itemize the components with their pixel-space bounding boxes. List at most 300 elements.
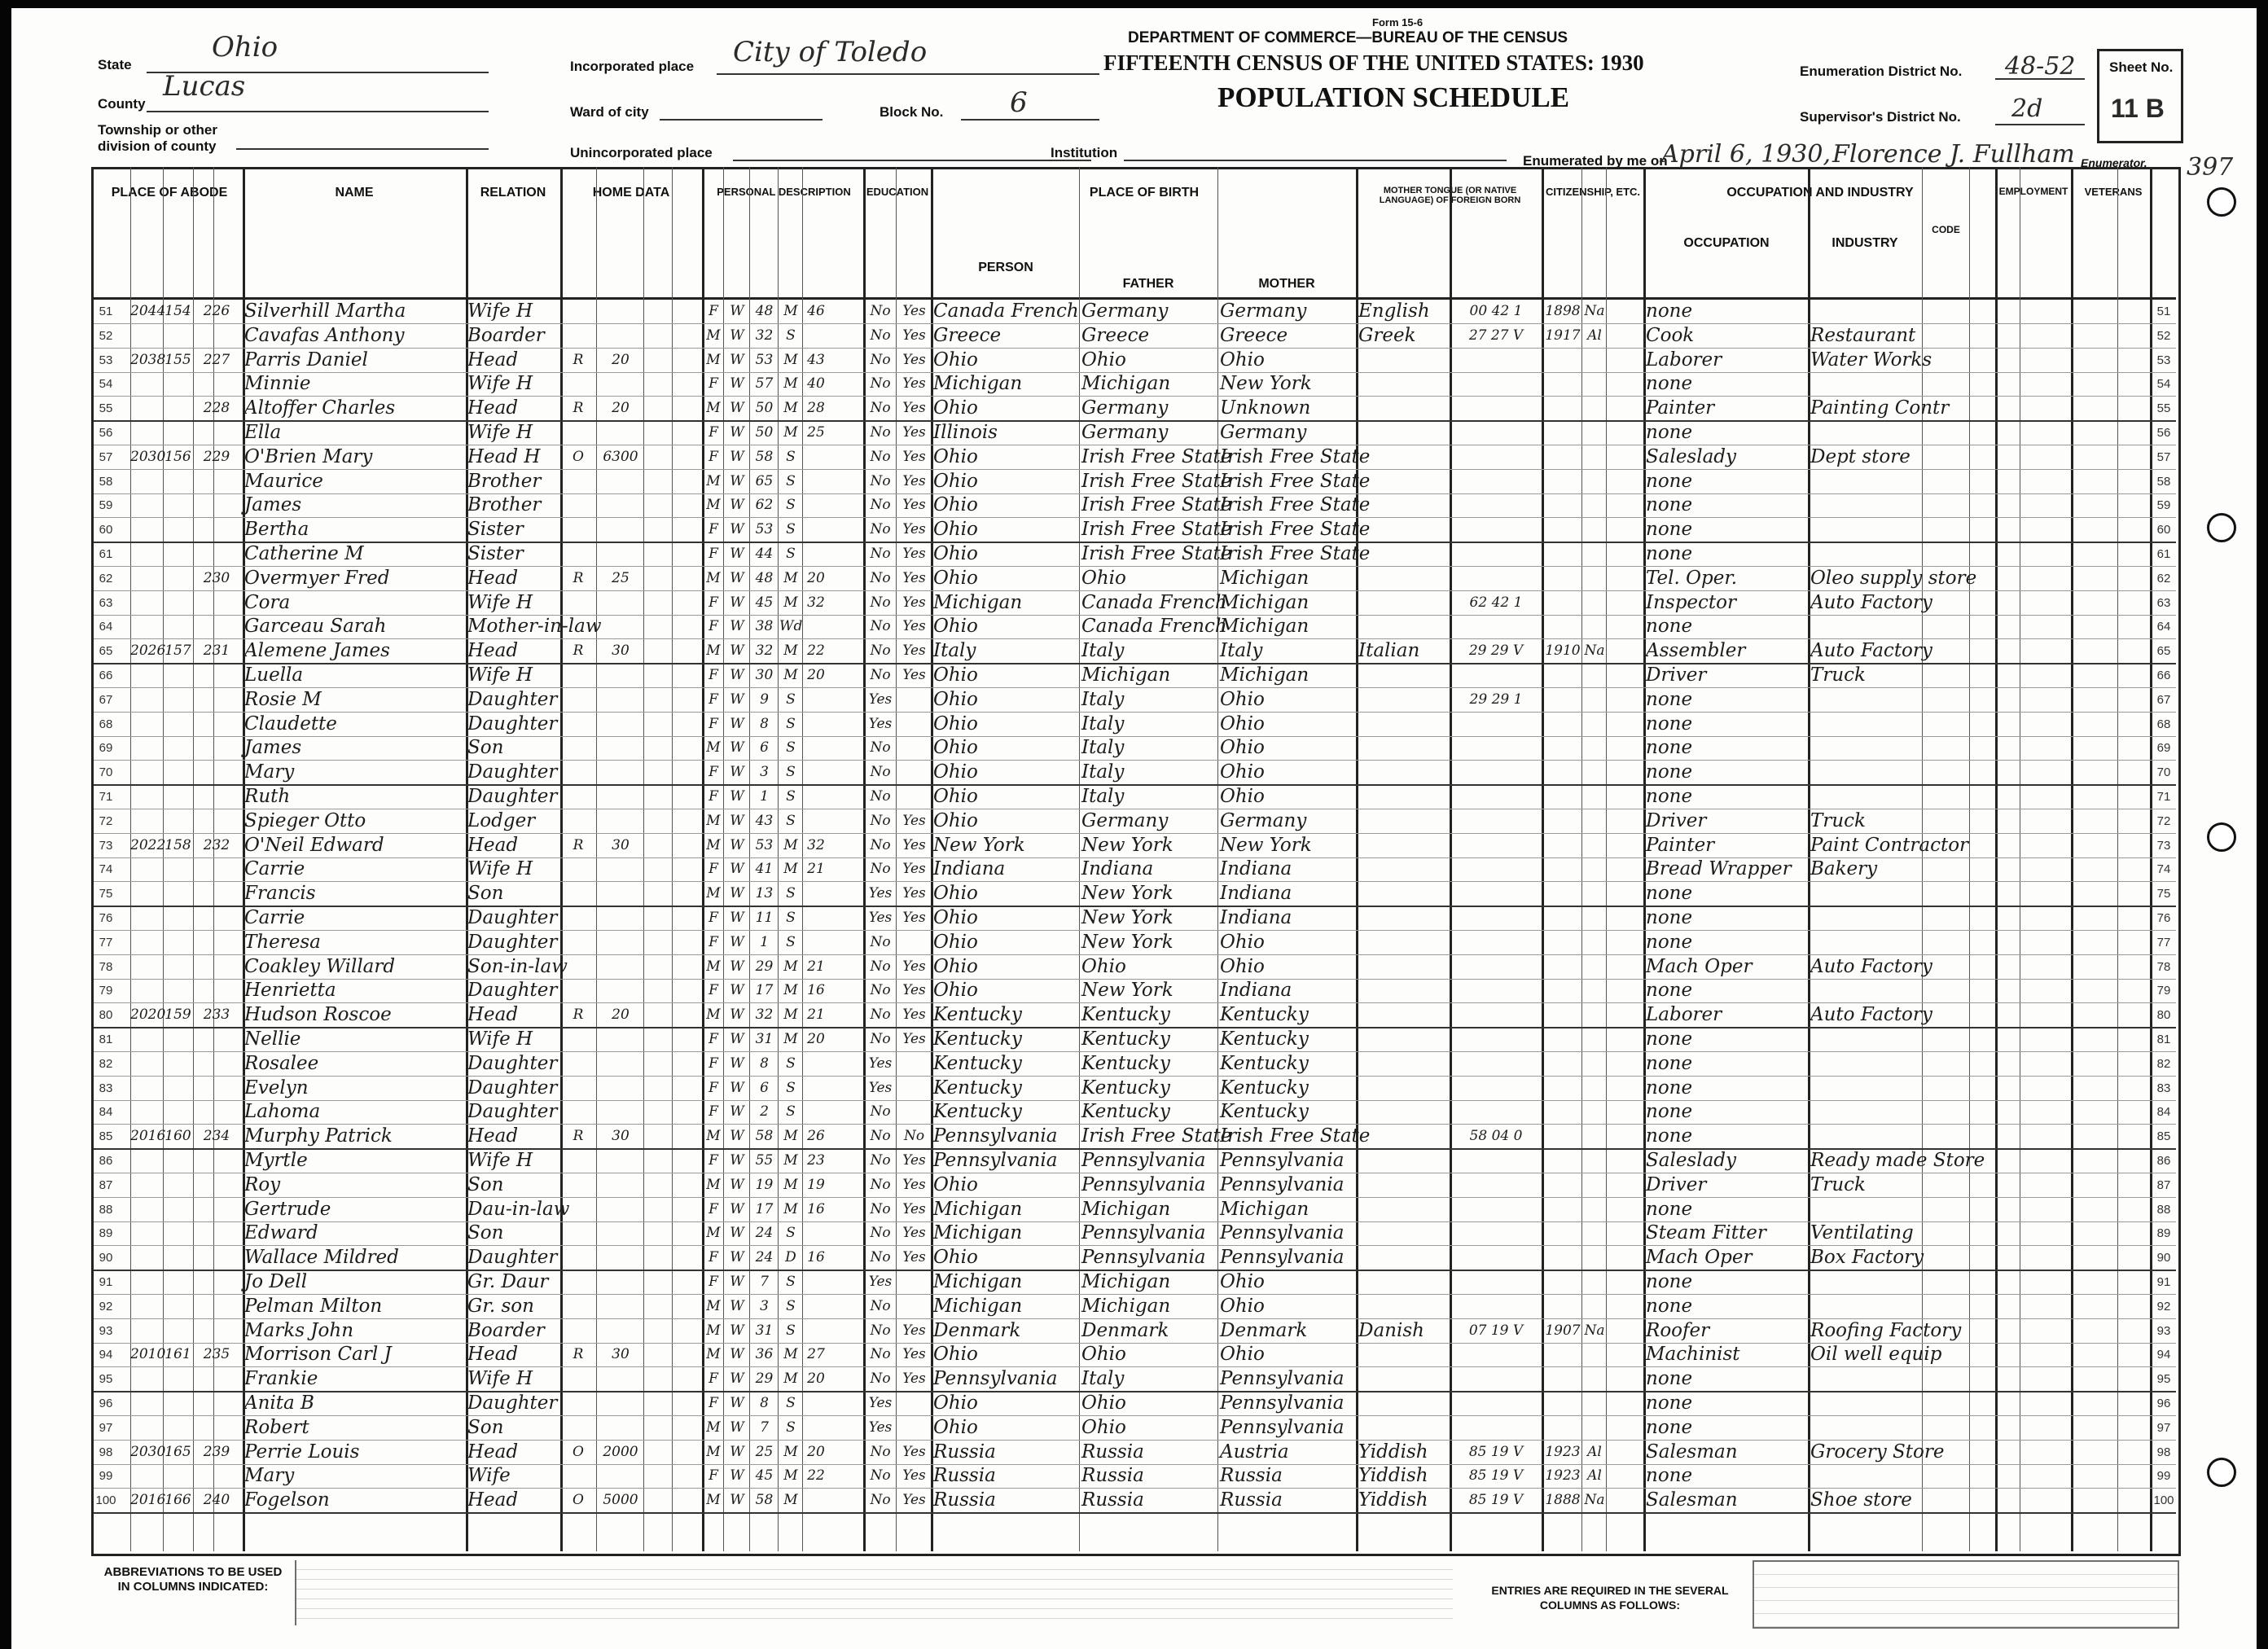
cell-own (562, 1270, 594, 1294)
cell-sch: No (870, 861, 891, 878)
cell-house: 2010 (130, 1346, 166, 1363)
cell-fb: Greece (1081, 324, 1150, 346)
table-row (94, 809, 2176, 834)
cell-nat (1583, 736, 1606, 760)
cell-race: W (730, 861, 744, 878)
cell-sex: M (706, 739, 721, 757)
cell-code (1452, 882, 1540, 906)
sheet-value: 11 B (2111, 94, 2165, 123)
cell-mb: Indiana (1220, 907, 1292, 928)
cell-rd: Yes (902, 1467, 926, 1485)
line-number-right: 60 (2156, 523, 2171, 537)
cell-bp: Ohio (933, 494, 978, 516)
cell-am (804, 1392, 828, 1415)
line-number-right: 77 (2156, 935, 2171, 949)
cell-house (130, 1392, 163, 1415)
cell-bp: Russia (933, 1465, 996, 1487)
cell-imm (1544, 1052, 1581, 1076)
table-row (94, 1052, 2176, 1077)
cell-mb: Pennsylvania (1220, 1416, 1345, 1438)
line-number-right: 56 (2156, 426, 2171, 440)
cell-ind (1810, 1392, 1921, 1415)
line-number: 54 (99, 377, 113, 392)
cell-race: W (730, 1346, 744, 1363)
cell-race: W (730, 375, 744, 393)
cell-sch: Yes (868, 1055, 893, 1072)
cell-own (562, 882, 594, 906)
cell-nat (1583, 1003, 1606, 1027)
cell-age: 17 (755, 982, 774, 999)
cell-house (130, 567, 163, 590)
cell-am: 21 (807, 1007, 825, 1024)
cell-imm (1544, 931, 1581, 954)
footer-instructions (91, 1554, 2176, 1635)
cell-bp: Denmark (933, 1319, 1021, 1341)
cell-bp: Ohio (933, 761, 978, 783)
cell-sex: F (708, 424, 718, 441)
cell-rd (897, 688, 931, 712)
cell-sch: No (870, 1152, 891, 1169)
cell-rel: Brother (467, 494, 542, 516)
cell-age: 58 (755, 1492, 774, 1509)
cell-mb: Pennsylvania (1220, 1368, 1345, 1390)
cell-val (598, 1270, 643, 1294)
cell-rel: Wife H (467, 664, 533, 686)
cell-dw (163, 1028, 193, 1051)
cell-sex: F (708, 788, 718, 805)
cell-ind (1810, 493, 1921, 517)
line-number: 99 (99, 1469, 113, 1484)
line-number: 72 (99, 814, 113, 828)
table-row (94, 931, 2176, 955)
cell-rel: Sister (467, 519, 524, 541)
cell-tongue (1358, 1149, 1448, 1173)
abbreviations-title: ABBREVIATIONS TO BE USED IN COLUMNS INDICATED: (103, 1565, 283, 1594)
line-number-right: 54 (2156, 377, 2171, 392)
supervisor-label: Supervisor's District No. (1800, 109, 1961, 125)
cell-name: Jo Dell (244, 1271, 308, 1292)
cell-fam (193, 688, 240, 712)
cell-am: 32 (807, 836, 825, 853)
scan-edge-top (0, 0, 2268, 8)
line-number: 68 (99, 717, 113, 731)
cell-tongue (1358, 349, 1448, 372)
cell-race: W (730, 351, 744, 368)
cell-rd (897, 1416, 931, 1440)
cell-code: 58 04 0 (1469, 1128, 1523, 1145)
cell-imm (1544, 882, 1581, 906)
cell-nat (1583, 1052, 1606, 1076)
cell-rd (897, 1270, 931, 1294)
cell-sch: No (870, 1176, 891, 1193)
cell-rel: Wife H (467, 858, 533, 880)
cell-bp: Michigan (933, 1271, 1023, 1292)
cell-mb: New York (1220, 373, 1312, 395)
line-number: 82 (99, 1056, 113, 1071)
cell-mb: Pennsylvania (1220, 1247, 1345, 1269)
cell-code (1452, 518, 1540, 542)
cell-own (562, 372, 594, 396)
line-number-right: 55 (2156, 401, 2171, 416)
cell-imm (1544, 1198, 1581, 1221)
line-number-right: 75 (2156, 887, 2171, 901)
group-occupation: OCCUPATION AND INDUSTRY (1726, 186, 1914, 200)
cell-house (130, 591, 163, 615)
cell-imm (1544, 979, 1581, 1002)
cell-rd: Yes (902, 569, 926, 586)
cell-code (1452, 1149, 1540, 1173)
cell-rel: Boarder (467, 324, 545, 346)
cell-code (1452, 1173, 1540, 1197)
cell-race: W (730, 812, 744, 829)
cell-bp: Ohio (933, 445, 978, 467)
cell-tongue (1358, 688, 1448, 712)
cell-bp: Ohio (933, 907, 978, 928)
cell-mb: Kentucky (1220, 1052, 1309, 1074)
county-value: Lucas (163, 70, 246, 103)
cell-dw (163, 1270, 193, 1294)
cell-code: 29 29 V (1468, 642, 1524, 660)
cell-val (598, 518, 643, 542)
cell-am (804, 688, 828, 712)
cell-rd: Yes (902, 958, 926, 975)
cell-code (1452, 1221, 1540, 1245)
cell-am: 20 (807, 1371, 825, 1388)
cell-bp: Ohio (933, 543, 978, 564)
cell-imm (1544, 615, 1581, 638)
cell-rd: Yes (902, 1322, 926, 1339)
cell-val (598, 591, 643, 615)
cell-age: 50 (755, 400, 774, 417)
entries-title: ENTRIES ARE REQUIRED IN THE SEVERAL COLUMNS AS FOLLOWS: (1491, 1584, 1729, 1612)
cell-race: W (730, 569, 744, 586)
cell-nat: Na (1584, 1492, 1605, 1509)
cell-tongue (1358, 542, 1448, 566)
cell-fb: Russia (1081, 1441, 1144, 1463)
cell-race: W (730, 1079, 744, 1096)
cell-rd (897, 1295, 931, 1318)
cell-code: 85 19 V (1468, 1443, 1524, 1460)
cell-mar: S (786, 546, 796, 562)
cell-name: Rosalee (244, 1052, 319, 1074)
line-number: 89 (99, 1226, 113, 1241)
cell-nat (1583, 1125, 1606, 1148)
cell-rel: Head (467, 1344, 519, 1366)
cell-name: O'Neil Edward (244, 834, 384, 856)
cell-age: 13 (755, 885, 774, 902)
cell-imm (1544, 857, 1581, 881)
cell-val (598, 931, 643, 954)
cell-ind: Dept store (1810, 445, 1910, 467)
cell-fb: Pennsylvania (1081, 1150, 1206, 1171)
cell-house (130, 761, 163, 784)
cell-am (804, 518, 828, 542)
cell-rel: Wife H (467, 300, 533, 322)
table-row (94, 1416, 2176, 1441)
cell-age: 38 (755, 618, 774, 635)
cell-race: W (730, 424, 744, 441)
table-row (94, 1100, 2176, 1125)
cell-mb: Ohio (1220, 1271, 1265, 1292)
cell-val (598, 615, 643, 638)
cell-imm (1544, 421, 1581, 445)
cell-nat (1583, 1343, 1606, 1366)
line-number-right: 58 (2156, 474, 2171, 489)
unincorporated-label: Unincorporated place (570, 145, 713, 160)
cell-rd: Yes (902, 1200, 926, 1217)
cell-name: Overmyer Fred (244, 567, 390, 589)
cell-nat: Na (1584, 303, 1605, 319)
cell-dw (163, 1077, 193, 1100)
cell-occ: Driver (1646, 1173, 1707, 1195)
cell-rel: Daughter (467, 931, 558, 953)
cell-ind: Truck (1810, 664, 1866, 686)
table-row (94, 1173, 2176, 1198)
table-row (94, 857, 2176, 882)
cell-mb: Kentucky (1220, 1101, 1309, 1123)
cell-name: James (244, 494, 302, 516)
cell-am (804, 1416, 828, 1440)
cell-own (562, 421, 594, 445)
cell-ind (1810, 1270, 1921, 1294)
cell-bp: Pennsylvania (933, 1368, 1058, 1390)
cell-name: Fogelson (244, 1489, 330, 1511)
cell-rd: Yes (902, 1346, 926, 1363)
line-number-right: 92 (2156, 1299, 2171, 1313)
cell-own (562, 857, 594, 881)
cell-mar: S (786, 327, 796, 344)
cell-own (562, 1464, 594, 1488)
cell-sex: M (706, 1346, 721, 1363)
cell-rel: Head (467, 1489, 519, 1511)
cell-name: Cavafas Anthony (244, 324, 405, 346)
cell-code (1452, 372, 1540, 396)
cell-mb: Denmark (1220, 1319, 1308, 1341)
cell-mb: Irish Free State (1220, 445, 1371, 467)
cell-house: 2030 (130, 1443, 166, 1460)
cell-bp: Ohio (933, 664, 978, 686)
cell-race: W (730, 497, 744, 514)
line-number-right: 100 (2153, 1493, 2174, 1508)
cell-name: Mary (244, 761, 295, 783)
cell-dw: 159 (165, 1007, 191, 1024)
cell-own: R (572, 400, 584, 417)
cell-mar: S (786, 788, 796, 805)
schedule-title: POPULATION SCHEDULE (1217, 81, 1570, 113)
cell-mb: Ohio (1220, 737, 1265, 759)
cell-occ: none (1646, 786, 1693, 807)
cell-race: W (730, 1467, 744, 1485)
cell-rel: Daughter (467, 1247, 558, 1269)
cell-nat (1583, 1367, 1606, 1391)
cell-own (562, 906, 594, 930)
cell-am: 40 (807, 375, 825, 393)
subhead-mother: MOTHER (1258, 277, 1315, 291)
line-number: 75 (99, 887, 113, 901)
cell-imm (1544, 688, 1581, 712)
line-number-right: 67 (2156, 692, 2171, 707)
cell-rd: Yes (902, 861, 926, 878)
cell-mar: M (783, 1007, 798, 1024)
cell-rel: Wife H (467, 373, 533, 395)
line-number: 60 (99, 523, 113, 537)
cell-dw (163, 397, 193, 420)
cell-age: 9 (760, 691, 769, 708)
cell-imm (1544, 1343, 1581, 1366)
cell-val (598, 688, 643, 712)
cell-mar: S (786, 1297, 796, 1314)
cell-age: 1 (760, 788, 769, 805)
cell-bp: Ohio (933, 809, 978, 831)
cell-fam (193, 785, 240, 809)
cell-race: W (730, 910, 744, 926)
line-number-right: 90 (2156, 1251, 2171, 1265)
cell-fb: New York (1081, 980, 1173, 1002)
cell-age: 65 (755, 472, 774, 489)
cell-sex: M (706, 836, 721, 853)
cell-am: 20 (807, 667, 825, 683)
line-number-right: 80 (2156, 1008, 2171, 1023)
cell-val (598, 1052, 643, 1076)
cell-am: 19 (807, 1176, 825, 1193)
cell-code (1452, 1367, 1540, 1391)
cell-race: W (730, 1103, 744, 1121)
cell-rd: Yes (902, 400, 926, 417)
cell-rel: Head (467, 834, 519, 856)
cell-mar: S (786, 448, 796, 465)
cell-val: 30 (612, 642, 630, 660)
table-row (94, 324, 2176, 349)
cell-fb: Germany (1081, 397, 1169, 419)
cell-dw (163, 470, 193, 493)
cell-fb: Irish Free State (1081, 494, 1232, 516)
table-row (94, 1125, 2176, 1150)
cell-ind (1810, 1028, 1921, 1051)
cell-imm (1544, 1367, 1581, 1391)
cell-fam (193, 1173, 240, 1197)
cell-val (598, 882, 643, 906)
cell-val: 5000 (603, 1492, 638, 1509)
cell-sch: No (870, 472, 891, 489)
cell-race: W (730, 1128, 744, 1145)
cell-mar: M (783, 861, 798, 878)
cell-house: 2038 (130, 351, 166, 368)
cell-sch: No (870, 546, 891, 562)
cell-ind: Auto Factory (1810, 955, 1932, 977)
table-row (94, 1392, 2176, 1416)
cell-occ: Cook (1646, 324, 1695, 346)
cell-val (598, 1198, 643, 1221)
cell-occ: none (1646, 1052, 1693, 1074)
enumerated-by-label: Enumerated by me on (1523, 153, 1668, 169)
cell-own (562, 1173, 594, 1197)
scan-edge-right (2257, 0, 2268, 1649)
cell-occ: Mach Oper (1646, 1247, 1753, 1269)
cell-bp: Russia (933, 1489, 996, 1511)
cell-age: 7 (760, 1419, 769, 1436)
line-number-right: 93 (2156, 1323, 2171, 1338)
cell-sex: F (708, 448, 718, 465)
cell-fam (193, 470, 240, 493)
cell-name: Bertha (244, 519, 309, 541)
cell-fb: Italy (1081, 761, 1125, 783)
subhead-code: CODE (1932, 224, 1960, 235)
line-number-right: 96 (2156, 1397, 2171, 1410)
cell-sex: M (706, 1297, 721, 1314)
cell-val: 2000 (603, 1443, 638, 1460)
cell-house (130, 1077, 163, 1100)
cell-dw (163, 518, 193, 542)
cell-house (130, 688, 163, 712)
cell-mar: S (786, 715, 796, 732)
cell-fam (193, 955, 240, 979)
cell-am: 25 (807, 424, 825, 441)
cell-occ: none (1646, 470, 1693, 492)
cell-val (598, 542, 643, 566)
cell-fb: Italy (1081, 713, 1125, 735)
cell-tongue (1358, 1125, 1448, 1148)
cell-fam: 239 (203, 1443, 230, 1460)
cell-ind (1810, 1367, 1921, 1391)
cell-ind (1810, 785, 1921, 809)
cell-am: 16 (807, 1249, 825, 1266)
cell-fb: Ohio (1081, 1416, 1126, 1438)
cell-race: W (730, 1152, 744, 1169)
cell-mb: Pennsylvania (1220, 1150, 1345, 1171)
cell-fam: 233 (203, 1007, 230, 1024)
cell-house (130, 1246, 163, 1270)
line-number: 79 (99, 984, 113, 998)
cell-rd: Yes (902, 1492, 926, 1509)
cell-sex: F (708, 1395, 718, 1411)
cell-ind: Paint Contractor (1810, 834, 1969, 856)
cell-fam (193, 1221, 240, 1245)
cell-sch: No (870, 1103, 891, 1121)
cell-occ: none (1646, 1271, 1693, 1292)
cell-mb: Irish Free State (1220, 543, 1371, 564)
cell-sch: No (870, 1443, 891, 1460)
cell-fb: New York (1081, 907, 1173, 928)
cell-code (1452, 736, 1540, 760)
cell-dw: 157 (165, 642, 191, 660)
cell-house: 2044 (130, 303, 166, 319)
table-row (94, 1464, 2176, 1489)
cell-imm: 1923 (1545, 1467, 1581, 1485)
line-number: 87 (99, 1178, 113, 1192)
cell-name: Silverhill Martha (244, 300, 406, 322)
cell-house (130, 785, 163, 809)
cell-name: Spieger Otto (244, 809, 366, 831)
line-number: 80 (99, 1008, 113, 1023)
cell-name: Carrie (244, 907, 305, 928)
cell-am: 20 (807, 1443, 825, 1460)
cell-am (804, 1052, 828, 1076)
cell-code (1452, 834, 1540, 857)
cell-name: Lahoma (244, 1101, 321, 1123)
line-number-right: 97 (2156, 1420, 2171, 1435)
cell-race: W (730, 1322, 744, 1339)
form-number: Form 15-6 (1372, 16, 1424, 29)
cell-bp: Greece (933, 324, 1002, 346)
cell-fb: Italy (1081, 688, 1125, 710)
cell-age: 6 (760, 739, 769, 757)
cell-name: Morrison Carl J (244, 1344, 392, 1366)
cell-sex: M (706, 885, 721, 902)
cell-fb: Michigan (1081, 664, 1171, 686)
cell-own (562, 955, 594, 979)
cell-rel: Head (467, 1004, 519, 1026)
cell-am (804, 470, 828, 493)
